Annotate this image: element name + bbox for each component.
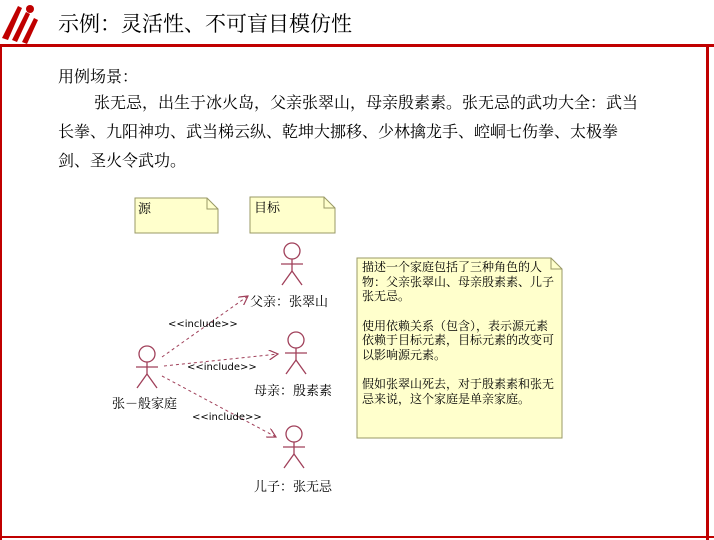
- scene-text: 张无忌，出生于冰火岛，父亲张翠山，母亲殷素素。张无忌的武功大全：武当长拳、九阳神功、武当梯云纵、乾坤大挪移、少林擒龙手、崆峒七伤拳、太极拳剑、圣火令武功。: [58, 93, 639, 170]
- source-note: [135, 198, 218, 233]
- actor-mother-label: 母亲：殷素素: [254, 384, 333, 399]
- actor-son-label: 儿子：张无忌: [254, 480, 333, 495]
- scene-label: 用例场景：: [58, 67, 139, 86]
- actor-family: [136, 346, 158, 388]
- include-label-father: <<include>>: [168, 319, 238, 330]
- note-paragraph-roles: 描述一个家庭包括了三种角色的人物：父亲张翠山、母亲殷素素、儿子张无忌。: [362, 260, 555, 303]
- actor-father: [281, 243, 303, 285]
- actor-father-label: 父亲：张翠山: [250, 295, 329, 310]
- note-paragraph-example: 假如张翠山死去，对于殷素素和张无忌来说，这个家庭是单亲家庭。: [362, 377, 555, 406]
- actor-son: [283, 426, 305, 468]
- actor-family-label: 张－般家庭: [112, 397, 178, 412]
- page-title: 示例：灵活性、不可盲目模仿性: [58, 12, 352, 36]
- actor-mother: [285, 332, 307, 374]
- include-label-son: <<include>>: [192, 412, 262, 423]
- explanation-note: [362, 260, 558, 421]
- target-note: [250, 197, 335, 233]
- note-paragraph-dependency: 使用依赖关系（包含），表示源元素依赖于目标元素，目标元素的改变可以影响源元素。: [362, 318, 555, 362]
- target-note-label: 目标: [254, 201, 281, 216]
- include-label-mother: <<include>>: [187, 362, 257, 373]
- source-note-label: 源: [138, 202, 152, 217]
